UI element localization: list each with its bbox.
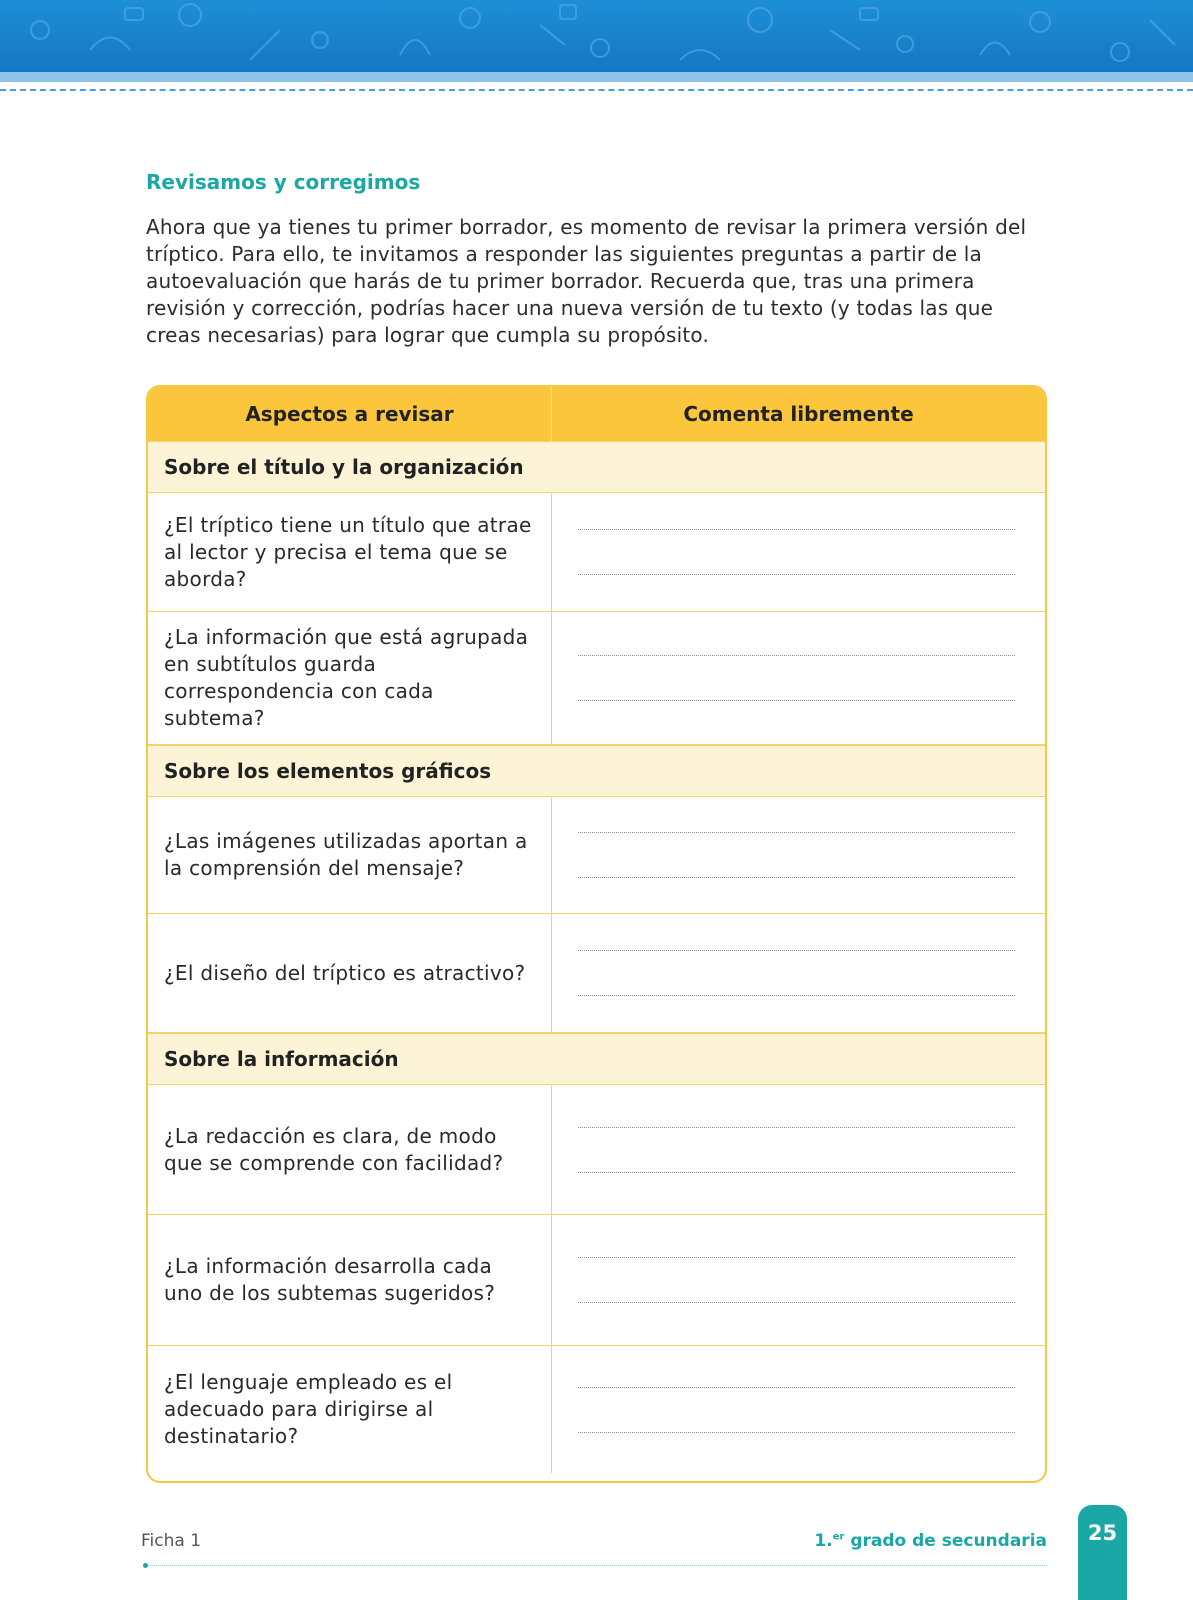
answer-line[interactable] — [578, 574, 1015, 575]
table-row — [148, 914, 1045, 1033]
comment-area[interactable] — [552, 1085, 1045, 1214]
group-title-organization: Sobre el título y la organización — [148, 441, 1045, 493]
answer-line[interactable] — [578, 950, 1015, 951]
footer-worksheet-label: Ficha 1 — [141, 1531, 202, 1551]
answer-line[interactable] — [578, 832, 1015, 833]
table-header-row — [148, 387, 1045, 441]
header-aspects: Aspectos a revisar — [148, 387, 552, 441]
answer-line[interactable] — [578, 1387, 1015, 1388]
answer-line[interactable] — [578, 1172, 1015, 1173]
table-row — [148, 1346, 1045, 1473]
grade-text: grado de secundaria — [844, 1531, 1047, 1551]
question-text: ¿Las imágenes utilizadas aportan a la comprensión del mensaje? — [148, 797, 552, 913]
comment-area[interactable] — [552, 612, 1045, 744]
header-comments: Comenta libremente — [683, 402, 914, 426]
table-row — [148, 493, 1045, 612]
table-row — [148, 1085, 1045, 1215]
review-table — [146, 385, 1047, 1483]
group-title-information: Sobre la información — [148, 1033, 1045, 1085]
grade-number: 1. — [814, 1531, 833, 1551]
answer-line[interactable] — [578, 995, 1015, 996]
answer-line[interactable] — [578, 700, 1015, 701]
top-banner — [0, 0, 1193, 72]
question-text: ¿La información que está agrupada en subtítulos guarda correspondencia con cada subtema? — [148, 612, 552, 744]
footer-bullet — [143, 1563, 148, 1568]
answer-line[interactable] — [578, 529, 1015, 530]
answer-line[interactable] — [578, 655, 1015, 656]
answer-line[interactable] — [578, 1257, 1015, 1258]
question-text: ¿El tríptico tiene un título que atrae al lector y precisa el tema que se aborda? — [148, 493, 552, 611]
footer-divider — [146, 1565, 1047, 1566]
banner-dashed-divider — [0, 89, 1193, 91]
table-row — [148, 1215, 1045, 1346]
comment-area[interactable] — [552, 797, 1045, 913]
grade-ordinal: er — [832, 1531, 845, 1543]
footer-grade-label — [814, 1531, 1047, 1551]
comment-area[interactable] — [552, 1346, 1045, 1473]
answer-line[interactable] — [578, 1432, 1015, 1433]
group-title-graphics: Sobre los elementos gráficos — [148, 745, 1045, 797]
table-row — [148, 612, 1045, 745]
question-text: ¿La información desarrolla cada uno de los subtemas sugeridos? — [148, 1215, 552, 1345]
comment-area[interactable] — [552, 1215, 1045, 1345]
answer-line[interactable] — [578, 877, 1015, 878]
comment-area[interactable] — [552, 914, 1045, 1032]
question-text: ¿El diseño del tríptico es atractivo? — [148, 914, 552, 1032]
answer-line[interactable] — [578, 1127, 1015, 1128]
comment-area[interactable] — [552, 493, 1045, 611]
banner-stripe — [0, 72, 1193, 82]
doodle-pattern — [0, 0, 1193, 72]
answer-line[interactable] — [578, 1302, 1015, 1303]
intro-paragraph: Ahora que ya tienes tu primer borrador, es momento de revisar la primera versión del tríptico. Para ello, te invitamos a responder las siguientes preguntas a partir de la autoevaluación que harás de tu primer borrador. Recuerda que, tras una primera revisión y corrección, podrías hacer una nueva versión de tu texto (y todas las que creas necesarias) para lograr que cumpla su propósito. — [146, 215, 1027, 347]
section-title: Revisamos y corregimos — [146, 170, 421, 194]
question-text: ¿La redacción es clara, de modo que se comprende con facilidad? — [148, 1085, 552, 1214]
page-number: 25 — [1078, 1505, 1127, 1600]
question-text: ¿El lenguaje empleado es el adecuado para dirigirse al destinatario? — [148, 1346, 552, 1473]
table-row — [148, 797, 1045, 914]
